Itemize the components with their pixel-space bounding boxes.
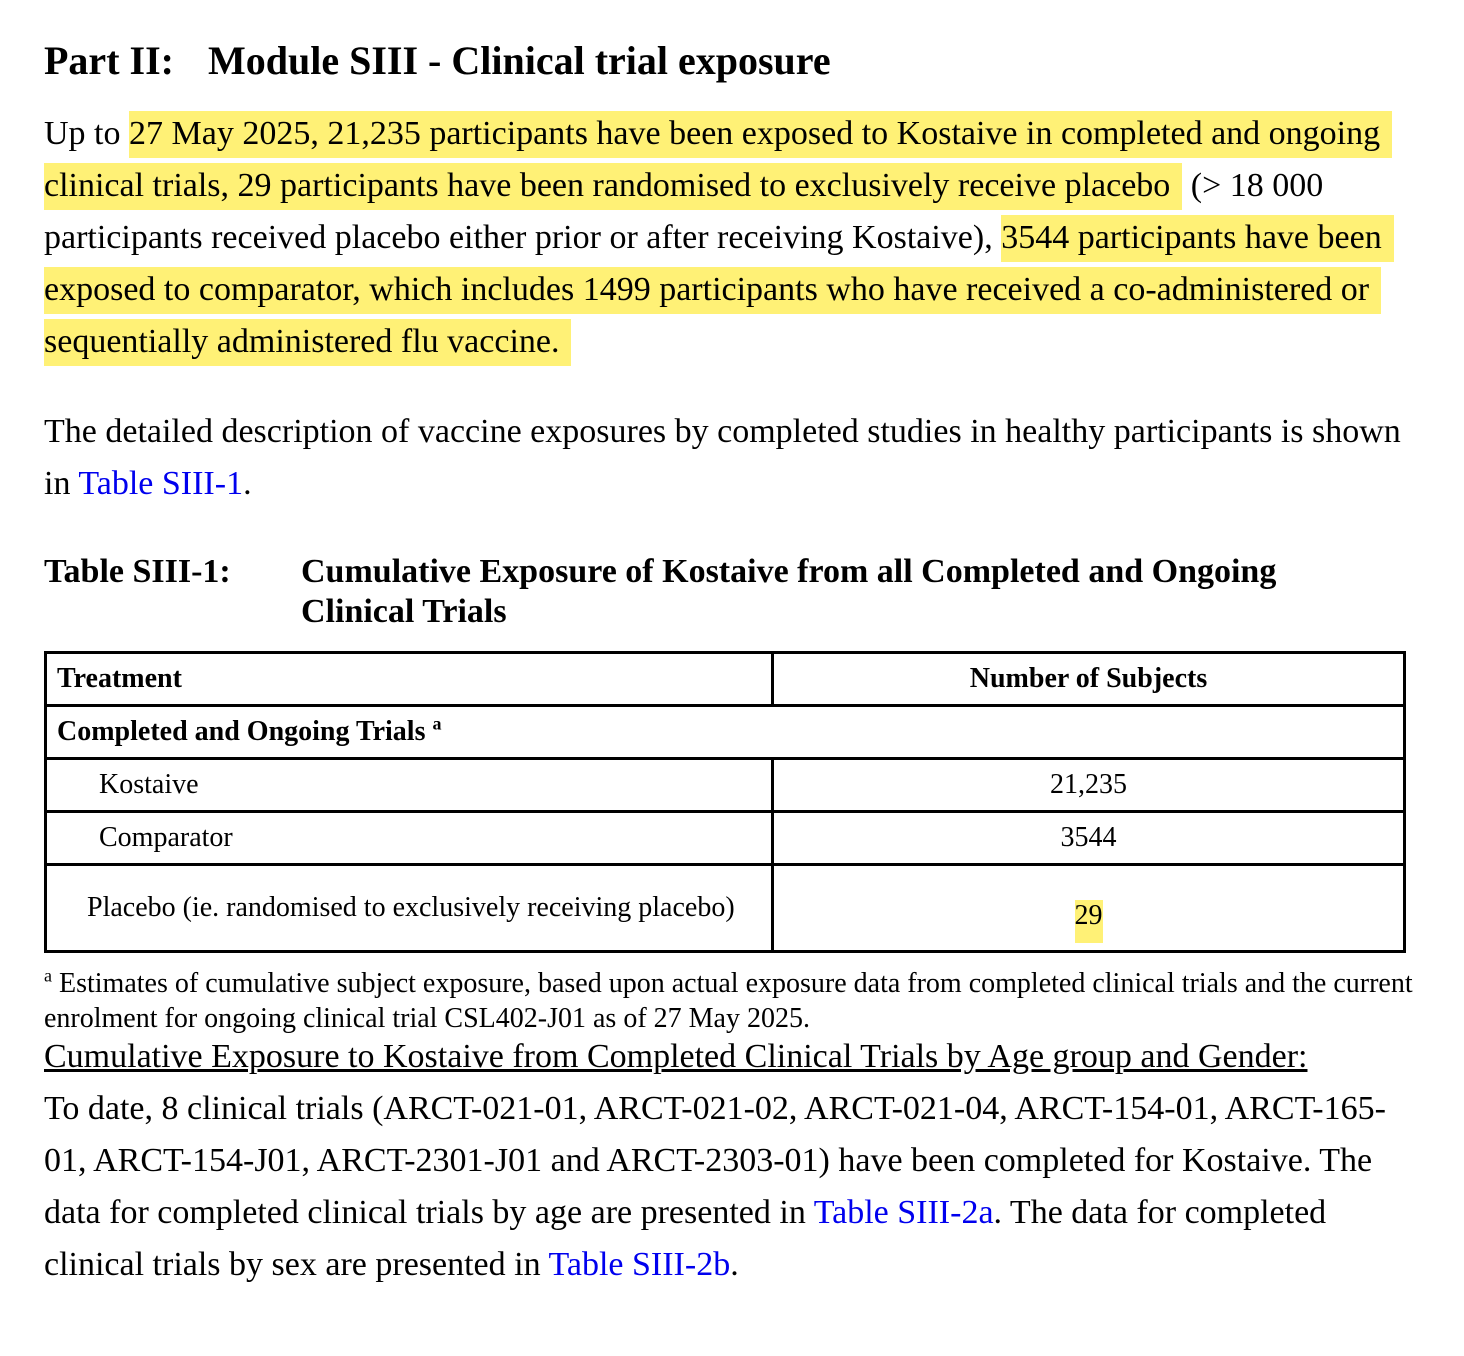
table-row [46,812,1405,865]
group-label: Completed and Ongoing Trials [57,716,426,747]
intro-lead: Up to [44,115,121,152]
closing-text-1: To date, 8 clinical trials (ARCT-021-01, ARCT-021-02, ARCT-021-04, ARCT-154-01, ARCT-165-01, ARCT-154-J01, ARCT-2301-J01 and ARCT-2303-01) have been completed for Kostaive. The data for completed clinical trials by age are presented in [44,1090,1386,1231]
heading-part: Part II: [44,38,174,83]
subjects-cell: 3544 [773,812,1405,865]
table-siii-2a-link[interactable]: Table SIII-2a [813,1194,994,1231]
treatment-cell: Comparator [46,812,773,865]
intro-paragraph [44,108,1424,368]
table-row [46,865,1405,952]
treatment-cell: Kostaive [46,759,773,812]
table-row [46,759,1405,812]
table-siii-2b-link[interactable]: Table SIII-2b [548,1246,731,1283]
heading-module: Module SIII - Clinical trial exposure [207,38,831,83]
description-paragraph [44,406,1424,510]
subjects-cell: 21,235 [773,759,1405,812]
table-group-row [46,706,1405,759]
closing-text-2: . The data for completed clinical trials by sex are presented in [44,1194,1327,1283]
table-header-row [46,653,1405,706]
closing-end: . [730,1246,739,1283]
treatment-cell: Placebo (ie. randomised to exclusively receiving placebo) [46,865,773,952]
exposure-table [44,651,1406,953]
table-siii-1-link[interactable]: Table SIII-1 [78,465,244,502]
description-text: The detailed description of vaccine exposures by completed studies in healthy participants is shown in [44,413,1401,502]
footnote-marker: a [44,965,52,986]
table-caption-label: Table SIII-1: [44,553,231,590]
group-footnote-marker: a [432,713,442,734]
footnote-text: Estimates of cumulative subject exposure, based upon actual exposure data from completed clinical trials and the current enrolment for ongoing clinical trial CSL402-J01 as of 27 May 2025. [44,968,1413,1034]
header-number-of-subjects: Number of Subjects [773,653,1405,706]
table-footnote [44,966,1424,1036]
subjects-value-highlighted: 29 [1075,900,1103,943]
intro-highlight-1: 27 May 2025, 21,235 participants have been exposed to Kostaive in completed and ongoing clinical trials, 29 participants have been randomised to exclusively receive placebo [44,111,1392,210]
header-treatment: Treatment [46,653,773,706]
intro-highlight-2: 3544 participants have been exposed to comparator, which includes 1499 participants who have received a co-administered or sequentially administered flu vaccine. [44,215,1394,366]
subheading: Cumulative Exposure to Kostaive from Completed Clinical Trials by Age group and Gender: [44,1038,1308,1075]
subjects-cell [773,865,1405,952]
description-end: . [243,465,252,502]
intro-middle: (> 18 000 participants received placebo either prior or after receiving Kostaive), [44,167,1324,256]
table-caption-title: Cumulative Exposure of Kostaive from all Completed and Ongoing Clinical Trials [301,553,1277,630]
section-heading [44,38,831,84]
group-label-cell [46,706,1405,759]
closing-paragraph [44,1083,1424,1291]
